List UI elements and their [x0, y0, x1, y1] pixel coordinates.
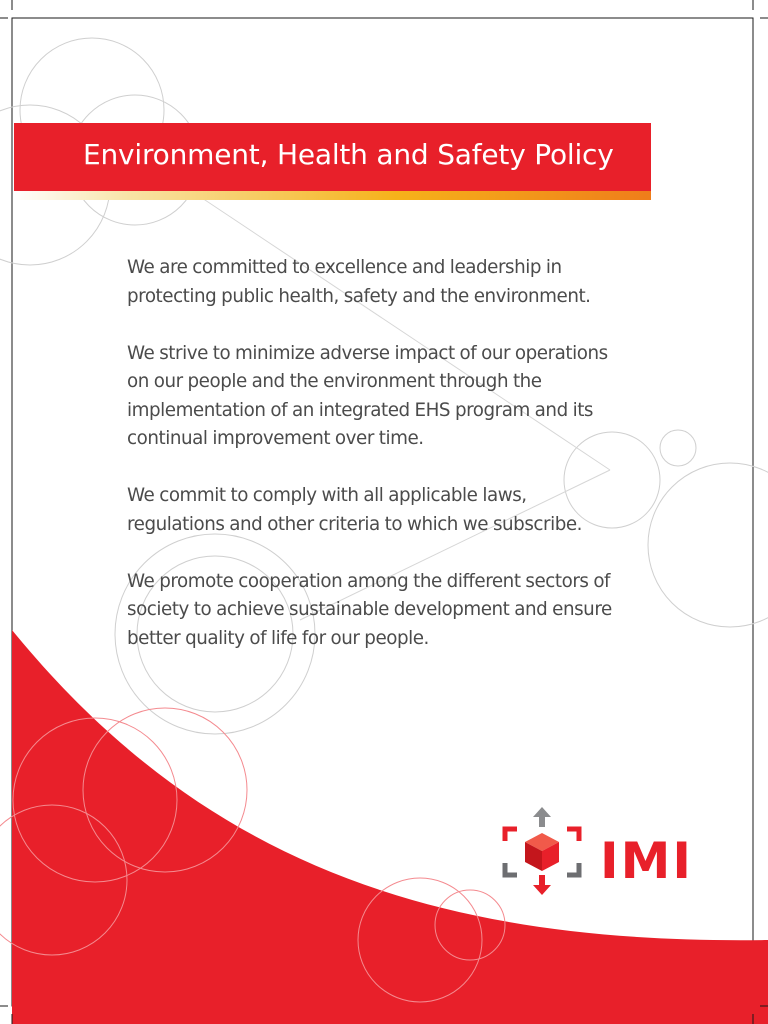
title-banner: [14, 123, 651, 200]
policy-body: [127, 254, 657, 682]
red-swoosh: [12, 630, 768, 1024]
title-underline: [14, 191, 651, 200]
policy-paragraph-3: We commit to comply with all applicable laws, regulations and other criteria to which we subscribe.: [127, 485, 583, 535]
cube-with-arrows-icon: [497, 805, 587, 897]
policy-paragraph-4: We promote cooperation among the different sectors of society to achieve sustainable development and ensure better quality of life for our people.: [127, 570, 612, 649]
logo-wordmark: IMI: [600, 832, 693, 890]
policy-paragraph-1: We are committed to excellence and leadership in protecting public health, safety and the environment.: [127, 257, 591, 307]
page-title: Environment, Health and Safety Policy: [83, 138, 614, 171]
policy-paragraph-2: We strive to minimize adverse impact of our operations on our people and the environment through the implementation of an integrated EHS program and its continual improvement over time.: [127, 342, 608, 449]
